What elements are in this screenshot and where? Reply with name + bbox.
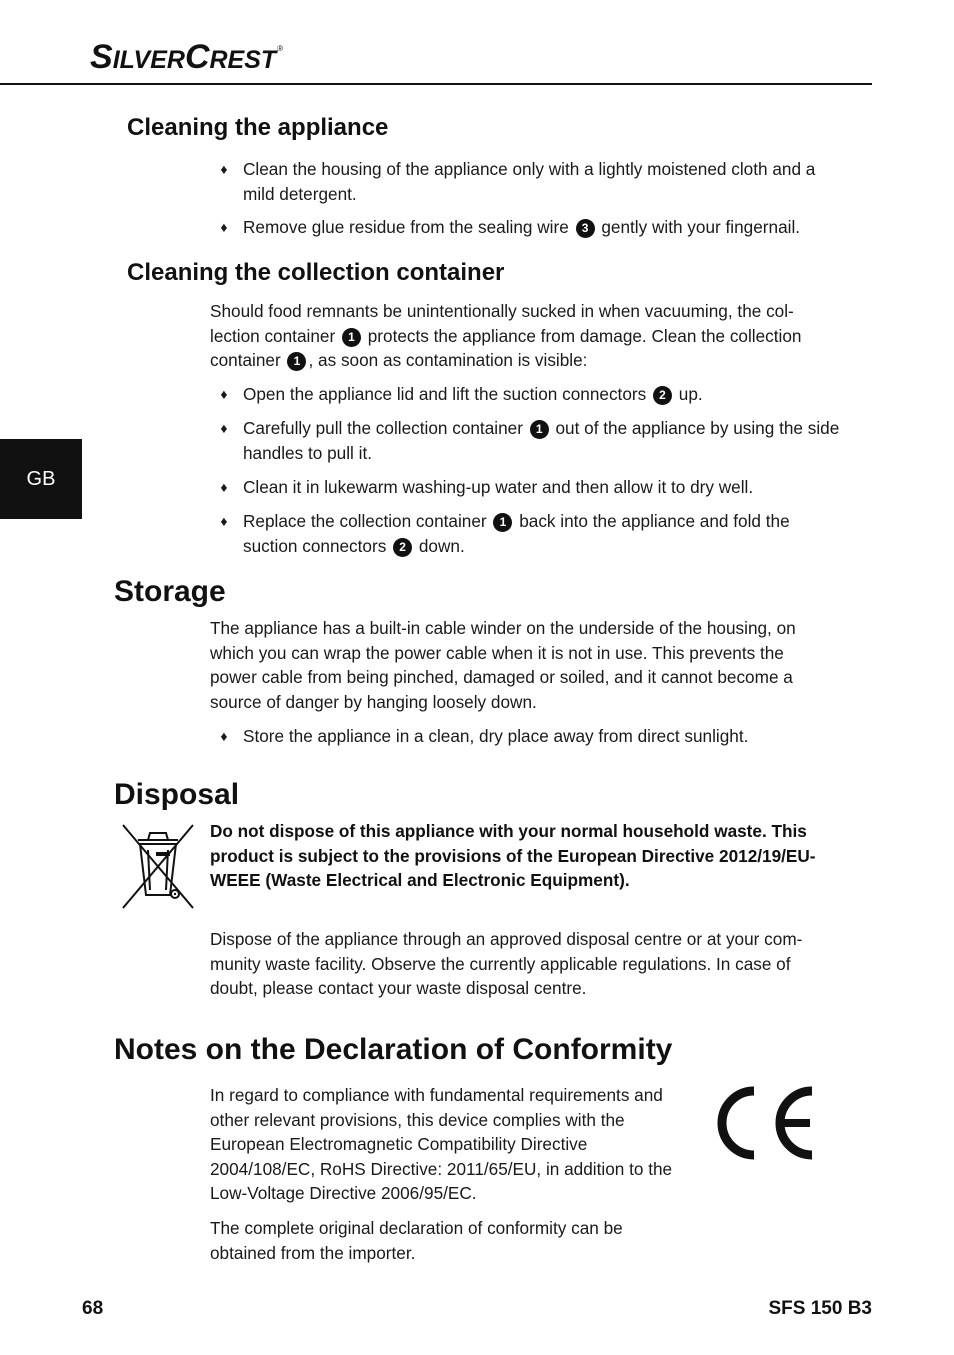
list-item-text: Clean it in lukewarm washing-up water and then allow it to dry well.	[243, 477, 754, 497]
heading-cleaning-appliance: Cleaning the appliance	[127, 114, 389, 141]
disposal-warning: Do not dispose of this appliance with your normal household waste. This product is subject to the provisions of the European Directive 2012/19/EU-WEEE (Waste Electrical and Electronic Equipment).	[210, 821, 816, 891]
reference-number-badge: 1	[530, 420, 549, 439]
list-item	[217, 157, 842, 206]
reference-number-badge: 2	[653, 386, 672, 405]
page-number: 68	[82, 1298, 104, 1319]
registered-mark: ®	[277, 44, 284, 53]
diamond-bullet-icon: ♦	[220, 513, 228, 529]
logo-letter-s: S	[90, 38, 113, 76]
heading-disposal: Disposal	[114, 778, 240, 811]
diamond-bullet-icon: ♦	[220, 728, 228, 744]
heading-cleaning-container: Cleaning the collection container	[127, 259, 505, 286]
language-tab	[0, 439, 82, 519]
list-item	[217, 724, 842, 749]
diamond-bullet-icon: ♦	[220, 420, 228, 436]
header-rule	[0, 83, 872, 85]
heading-storage: Storage	[114, 575, 226, 608]
conformity-paragraph-2: The complete original declaration of conformity can be obtained from the importer.	[210, 1218, 623, 1263]
heading-conformity: Notes on the Declaration of Conformity	[114, 1033, 673, 1066]
reference-number-badge: 1	[493, 513, 512, 532]
list-item	[217, 416, 842, 465]
list-item	[217, 215, 842, 240]
language-tab-label: GB	[26, 467, 56, 490]
container-intro-paragraph: Should food remnants be unintentionally sucked in when vacuuming, the col-lection container 1 protects the appliance from damage. Clean the collection container 1 , as soon as contamination is visible:	[210, 301, 802, 371]
logo-text-ilver: ILVER	[112, 46, 185, 74]
crossed-out-wheelie-bin-icon	[118, 820, 198, 912]
list-item	[217, 382, 842, 407]
list-item-text: Carefully pull the collection container 1 out of the appliance by using the side handles to pull it.	[243, 418, 840, 463]
storage-paragraph: The appliance has a built-in cable winder on the underside of the housing, on which you can wrap the power cable when it is not in use. This prevents the power cable from being pinched, damaged or soiled, and it cannot become a source of danger by hanging loosely down.	[210, 618, 796, 712]
list-item	[217, 475, 842, 500]
list-item-text: Clean the housing of the appliance only with a lightly moistened cloth and a mild detergent.	[243, 159, 816, 204]
ce-mark-icon	[710, 1083, 820, 1163]
logo-letter-c: C	[184, 38, 210, 76]
reference-number-badge: 2	[393, 538, 412, 557]
diamond-bullet-icon: ♦	[220, 219, 228, 235]
diamond-bullet-icon: ♦	[220, 386, 228, 402]
model-number: SFS 150 B3	[768, 1298, 872, 1319]
disposal-paragraph: Dispose of the appliance through an approved disposal centre or at your com-munity waste facility. Observe the currently applicable regulations. In case of doubt, please contact your waste disposal centre.	[210, 929, 803, 999]
list-item-text: Open the appliance lid and lift the suction connectors 2 up.	[243, 384, 703, 404]
reference-number-badge: 1	[287, 352, 306, 371]
reference-number-badge: 1	[342, 328, 361, 347]
diamond-bullet-icon: ♦	[220, 479, 228, 495]
list-item-text: Remove glue residue from the sealing wire 3 gently with your fingernail.	[243, 217, 801, 237]
silvercrest-logo	[90, 38, 283, 77]
list-item	[217, 509, 842, 558]
list-item-text: Store the appliance in a clean, dry place away from direct sunlight.	[243, 726, 749, 746]
list-item-text: Replace the collection container 1 back into the appliance and fold the suction connectors 2 down.	[243, 511, 790, 556]
reference-number-badge: 3	[576, 219, 595, 238]
conformity-paragraph: In regard to compliance with fundamental requirements and other relevant provisions, this device complies with the European Electromagnetic Compatibility Directive 2004/108/EC, RoHS Directive: 2011/65/EU, in addition to the Low-Voltage Directive 2006/95/EC.	[210, 1085, 673, 1204]
diamond-bullet-icon: ♦	[220, 161, 228, 177]
logo-text-rest: REST	[209, 46, 277, 74]
